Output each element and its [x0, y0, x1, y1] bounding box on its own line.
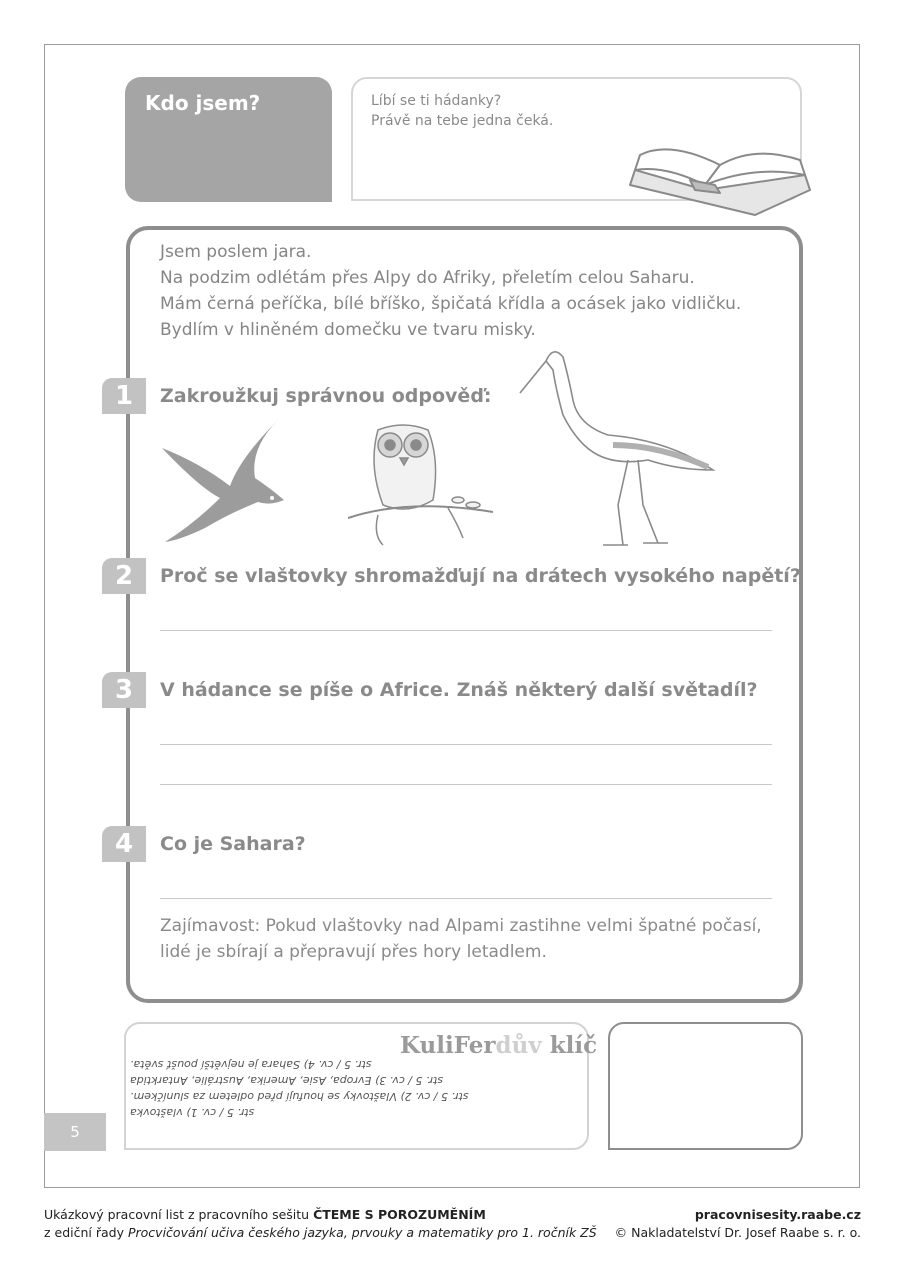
- answer-key-title: KuliFerdův klíč: [400, 1032, 598, 1059]
- answer-line-3b[interactable]: [160, 784, 772, 785]
- answer-line-3a[interactable]: [160, 744, 772, 745]
- footer-left-line-1: Ukázkový pracovní list z pracovního sešitu ČTEME S POROZUMĚNÍM: [44, 1207, 486, 1222]
- owl-icon[interactable]: [348, 420, 493, 550]
- fact-line-1: Zajímavost: Pokud vlaštovky nad Alpami zastihne velmi špatné počasí,: [160, 916, 762, 936]
- riddle-line-3: Mám černá peříčka, bílé bříško, špičatá křídla a ocásek jako vidličku.: [160, 294, 742, 314]
- page-title: Kdo jsem?: [145, 91, 261, 115]
- answer-key-line-4: str. 5 / cv. 4) Sahara je největší poušť světa.: [130, 1058, 372, 1071]
- answer-line-2[interactable]: [160, 630, 772, 631]
- page-number: 5: [44, 1113, 106, 1151]
- riddle-line-4: Bydlím v hliněném domečku ve tvaru misky.: [160, 320, 536, 340]
- riddle-line-2: Na podzim odlétám přes Alpy do Afriky, přeletím celou Saharu.: [160, 268, 695, 288]
- task-2-text: Proč se vlaštovky shromažďují na drátech vysokého napětí?: [160, 565, 801, 587]
- answer-key-line-2: str. 5 / cv. 2) Vlaštovky se houfují před odletem za sluníčkem.: [130, 1090, 469, 1103]
- swallow-icon[interactable]: [160, 418, 288, 543]
- answer-key-line-3: str. 5 / cv. 3) Evropa, Asie, Amerika, Austrálie, Antarktida: [130, 1074, 444, 1087]
- task-3-text: V hádance se píše o Africe. Znáš některý další světadíl?: [160, 679, 758, 701]
- empty-box: [608, 1022, 803, 1150]
- task-number-4: 4: [102, 826, 146, 862]
- answer-key-line-1: str. 5 / cv. 1) vlaštovka: [130, 1106, 255, 1119]
- task-number-1: 1: [102, 378, 146, 414]
- footer-copyright: © Nakladatelství Dr. Josef Raabe s. r. o.: [614, 1225, 861, 1240]
- stork-icon[interactable]: [518, 345, 718, 550]
- answer-line-4[interactable]: [160, 898, 772, 899]
- intro-line-1: Líbí se ti hádanky?: [371, 93, 502, 109]
- task-1-text: Zakroužkuj správnou odpověď:: [160, 385, 492, 407]
- task-number-2: 2: [102, 558, 146, 594]
- title-box: [125, 77, 332, 202]
- fact-line-2: lidé je sbírají a přepravují přes hory letadlem.: [160, 942, 547, 962]
- intro-line-2: Právě na tebe jedna čeká.: [371, 113, 554, 129]
- main-box: [126, 226, 803, 1003]
- task-number-3: 3: [102, 672, 146, 708]
- task-4-text: Co je Sahara?: [160, 833, 306, 855]
- riddle-line-1: Jsem poslem jara.: [160, 242, 312, 262]
- footer-website[interactable]: pracovnisesity.raabe.cz: [694, 1207, 861, 1222]
- footer-left-line-2: z ediční řady Procvičování učiva českého jazyka, prvouky a matematiky pro 1. ročník ZŠ: [44, 1225, 597, 1240]
- open-book-icon: [625, 135, 820, 220]
